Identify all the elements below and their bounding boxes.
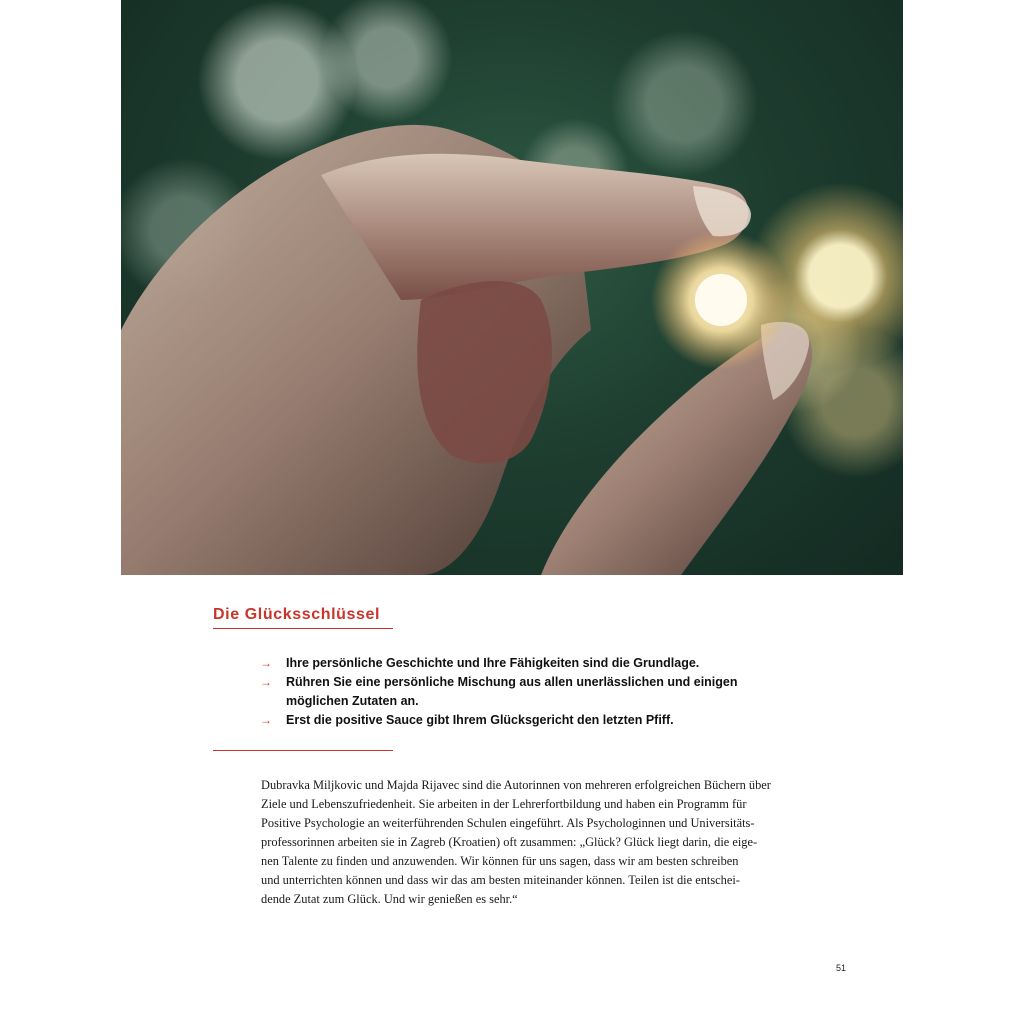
bullet-text: Rühren Sie eine persönliche Mischung aus allen unerlässlichen und einigen (286, 675, 738, 689)
arrow-right-icon: → (260, 656, 272, 670)
section-title: Die Glücksschlüssel (213, 606, 381, 623)
list-item (258, 673, 798, 711)
arrow-right-icon: → (260, 675, 272, 689)
bullet-text: Erst die positive Sauce gibt Ihrem Glücksgericht den letzten Pfiff. (286, 713, 674, 727)
arrow-right-icon: → (260, 713, 272, 727)
hand-illustration (121, 0, 903, 575)
bio-line: professorinnen arbeiten sie in Zagreb (Kroatien) oft zusammen: „Glück? Glück liegt darin, die eige- (261, 835, 758, 849)
bio-line: nen Talente zu finden und anzuwenden. Wir können für uns sagen, dass wir am besten schreiben (261, 854, 739, 868)
key-points-list (258, 654, 798, 730)
list-item (258, 711, 798, 730)
bullet-text-continued: möglichen Zutaten an. (286, 694, 419, 708)
page-number: 51 (836, 963, 847, 973)
bio-line: Positive Psychologie an weiterführenden Schulen eingeführt. Als Psychologinnen und Universitäts- (261, 816, 755, 830)
bio-line: Dubravka Miljkovic und Majda Rijavec sind die Autorinnen von mehreren erfolgreichen Büchern über (261, 778, 771, 792)
bio-line: dende Zutat zum Glück. Und wir genießen es sehr.“ (261, 892, 518, 906)
bio-line: und unterrichten können und dass wir das am besten miteinander können. Teilen ist die entschei- (261, 873, 740, 887)
author-bio (261, 776, 781, 909)
list-item (258, 654, 798, 673)
hand-holding-light-photo (121, 0, 903, 575)
section-divider (213, 750, 393, 751)
bio-line: Ziele und Lebenszufriedenheit. Sie arbeiten in der Lehrerfortbildung und haben ein Programm für (261, 797, 747, 811)
bullet-text: Ihre persönliche Geschichte und Ihre Fähigkeiten sind die Grundlage. (286, 656, 700, 670)
section-heading (213, 606, 393, 629)
